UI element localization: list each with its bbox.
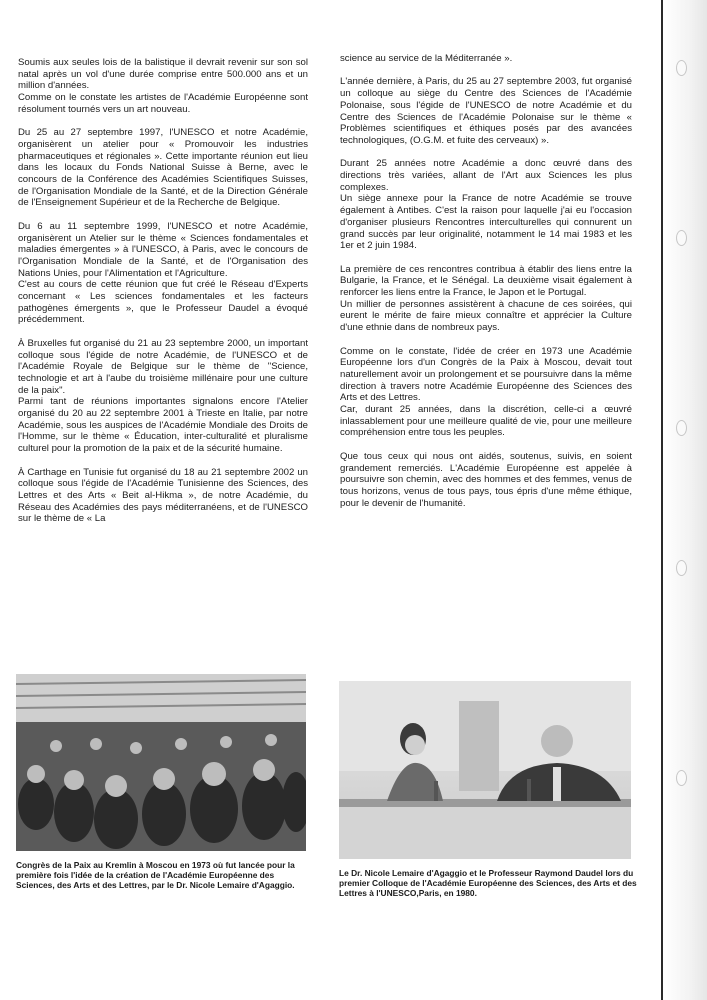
paragraph: À Carthage en Tunisie fut organisé du 18 au 21 septembre 2002 un colloque sous l'égide de l'Académie Tunisienne des Sciences, des Lettres et des Arts « Beit al-Hikma », de notre Académie, du Réseau des Académies des pays méditerranéens, et de l'UNESCO sur le thème de « La	[18, 466, 308, 525]
paragraph: Que tous ceux qui nous ont aidés, soutenus, suivis, en soient grandement remerciés. L'Académie Européenne est appelée à poursuivre son chemin, avec des hommes et des femmes, venus de tous horizons, venus de tous pays, tous épris d'une même éthique, pour le devenir de l'humanité.	[340, 450, 632, 509]
speakers-photo-drawing	[339, 681, 631, 859]
paragraph: science au service de la Méditerranée ».	[340, 53, 513, 64]
paragraph: À Bruxelles fut organisé du 21 au 23 septembre 2000, un important colloque sous l'égide de notre Académie, de l'UNESCO et de l'Académie Royale de Belgique sur le thème de "Science, technologie et art à l'aube du troisième millénaire pour une culture de la paix". Parmi tant de réunions importantes signalons encore l'Atelier organisé du 20 au 22 septembre 2001 à Trieste en Italie, par notre Académie, sous les auspices de l'Académie Mondiale des Droits de l'Homme, sur le thème « Éducation, inter-culturalité et pluralisme culturel pour la promotion de la paix et de la sécurité humaine.	[18, 337, 308, 455]
unesco-colloquium-photo	[339, 681, 631, 859]
photo-caption-left: Congrès de la Paix au Kremlin à Moscou en 1973 où fut lancée pour la première fois l'idée de la création de l'Académie Européenne des Sciences, des Arts et des Lettres, par le Dr. Nicole Lemaire d'Agaggio.	[16, 860, 295, 891]
paragraph: L'année dernière, à Paris, du 25 au 27 septembre 2003, fut organisé un colloque au siège du Centre des Sciences de l'Académie Polonaise, sous l'égide de l'UNESCO de notre Académie et du Centre des Sciences de l'Académie Polonaise sur le thème « Problèmes scientifiques et éthiques posés par des avancées technologiques, (O.G.M. et fuite des cerveaux) ».	[340, 76, 632, 146]
punch-hole	[676, 60, 687, 76]
paragraph: Soumis aux seules lois de la balistique il devrait revenir sur son sol natal après un vol d'une durée comprise entre 500.000 ans et un million d'années. Comme on le constate les artistes de l'Académie Européenne sont résolument tournés vers un art nouveau.	[18, 57, 308, 115]
paragraph: Comme on le constate, l'idée de créer en 1973 une Académie Européenne lors d'un Congrès de la Paix à Moscou, devait tout naturellement avoir un prolongement et se poursuivre dans la même direction à travers notre Académie Européenne des Sciences des Arts et des Lettres. Car, durant 25 années, dans la discrétion, celle-ci a œuvré inlassablement pour une meilleure qualité de vie, pour une meilleure compréhension entre tous les peuples.	[340, 345, 632, 439]
right-text-column	[340, 53, 632, 509]
paragraph: Durant 25 années notre Académie a donc œuvré dans des directions très variées, allant de l'Art aux Sciences les plus complexes. Un siège annexe pour la France de notre Académie se trouve également à Antibes. C'est la raison pour laquelle j'ai eu l'occasion d'organiser plusieurs Rencontres interculturelles qui connurent un grand succès par leur originalité, notamment le 14 mai 1983 et les 1er et 2 juin 1984.	[340, 158, 632, 252]
page-edge	[663, 0, 707, 1000]
punch-hole	[676, 230, 687, 246]
kremlin-congress-photo	[16, 674, 306, 851]
photo-caption-right: Le Dr. Nicole Lemaire d'Agaggio et le Professeur Raymond Daudel lors du premier Colloque de l'Académie Européenne des Sciences, des Arts et des Lettres à l'UNESCO,Paris, en 1980.	[339, 868, 637, 899]
page-edge-line	[661, 0, 663, 1000]
paragraph: Du 25 au 27 septembre 1997, l'UNESCO et notre Académie, organisèrent un atelier pour « Promouvoir les industries pharmaceutiques et régionales ». Cette importante réunion eut lieu dans les locaux du Fonds National Suisse à Berne, avec le concours de la Conférence des Académies Scientifiques Suisses, de l'Organisation Mondiale de la Santé, et de la Direction Générale de l'Enseignement Supérieur et de la Recherche de Belgique.	[18, 127, 308, 209]
audience-photo-drawing	[16, 674, 306, 851]
paragraph: La première de ces rencontres contribua à établir des liens entre la Bulgarie, la France, et le Sénégal. La deuxième visait également à renforcer les liens entre la France, le Japon et le Portugal. Un millier de personnes assistèrent à chacune de ces soirées, qui eurent le mérite de faire mieux connaître et apprécier la Culture d'une ethnie dans de nombreux pays.	[340, 263, 632, 334]
punch-hole	[676, 420, 687, 436]
paragraph: Du 6 au 11 septembre 1999, l'UNESCO et notre Académie, organisèrent un Atelier sur le thème « Sciences fondamentales et maladies émergentes » à l'UNESCO, à Paris, avec le concours de l'Organisation Mondiale de la Santé, et de l'Organisation des Nations Unies, pour l'Alimentation et l'Agriculture. C'est au cours de cette réunion que fut créé le Réseau d'Experts concernant « Les sciences fondamentales et les facteurs pathogènes émergents », que le Professeur Daudel a évoqué précédemment.	[18, 220, 308, 326]
punch-hole	[676, 770, 687, 786]
left-text-column	[18, 57, 308, 525]
punch-hole	[676, 560, 687, 576]
